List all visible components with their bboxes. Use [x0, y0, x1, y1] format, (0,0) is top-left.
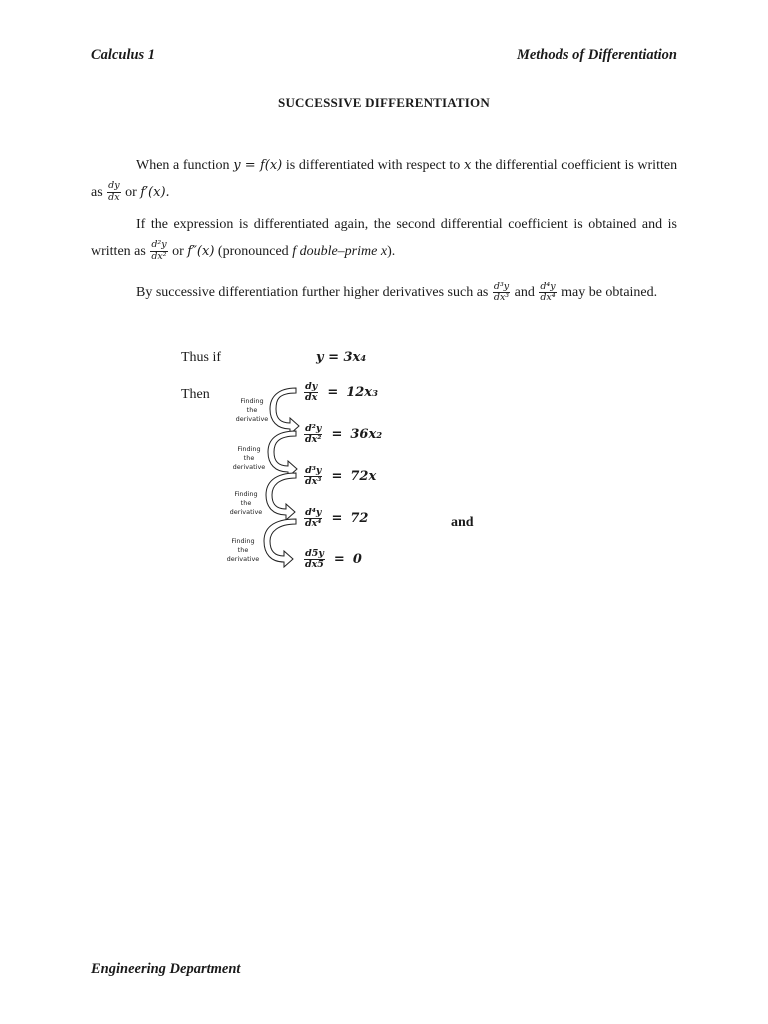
- p3-text-b: and: [514, 285, 535, 300]
- step-2-rhs: 36x: [350, 427, 377, 443]
- p1-text-a: When a function: [136, 158, 230, 173]
- step-4-rhs: 72: [350, 511, 369, 527]
- step-5-equals: =: [333, 552, 345, 568]
- p1-text-d: or: [125, 184, 137, 200]
- step-3-num: d³y: [305, 465, 322, 476]
- given-equation-text: y = 3x: [316, 350, 361, 365]
- p2-frac-den: dx²: [151, 250, 167, 262]
- note-3-line-3: derivative: [229, 507, 263, 516]
- step-1-den: dx: [305, 392, 318, 404]
- step-3-equals: =: [331, 469, 343, 485]
- step-2-num: d²y: [305, 423, 322, 434]
- p3-text-a: By successive differentiation further higher derivatives such as: [136, 285, 489, 300]
- thus-if-label: Thus if: [181, 350, 222, 365]
- p1-function: y = f(x): [233, 158, 283, 173]
- step-4-equals: =: [331, 511, 343, 527]
- p2-text-b: or: [172, 243, 184, 259]
- curved-arrow-icon: [268, 431, 297, 477]
- page-title: SUCCESSIVE DIFFERENTIATION: [278, 95, 490, 110]
- step-2-equals: =: [331, 427, 343, 443]
- step-5-den: dx5: [305, 559, 324, 571]
- step-1-equals: =: [327, 385, 339, 401]
- p1-frac-den: dx: [108, 191, 120, 203]
- note-1-line-2: the: [246, 405, 258, 414]
- given-equation: y = 3x 4: [316, 350, 367, 365]
- curved-arrow-icon: [266, 473, 296, 520]
- note-4-line-3: derivative: [226, 554, 260, 563]
- note-2-line-1: Finding: [237, 445, 261, 453]
- derivative-step-1: $\frac{dy}{dx}$ = 12x 3: [305, 381, 378, 404]
- step-1-num: dy: [305, 381, 318, 392]
- curved-arrow-icon: [270, 388, 299, 434]
- header-topic: Methods of Differentiation: [516, 47, 677, 63]
- p2-pronunciation: f double–prime x: [292, 243, 388, 259]
- p1-fprime: f′(x).: [140, 184, 170, 200]
- note-1-line-1: Finding: [240, 397, 264, 405]
- p1-text-b: is differentiated with respect to: [285, 158, 461, 173]
- p2-text-c: (pronounced: [217, 243, 289, 259]
- p3-f2-den: dx⁴: [540, 292, 556, 304]
- note-2-line-2: the: [243, 453, 255, 462]
- step-3-den: dx³: [305, 476, 322, 488]
- p2-text-d: ).: [387, 243, 396, 259]
- step-5-rhs: 0: [352, 552, 362, 568]
- derivative-step-2: $\frac{\text{d²y}}{\text{dx²}}$ = 36x 2: [305, 423, 383, 446]
- p1-frac-num: dy: [108, 180, 120, 192]
- note-4-line-2: the: [237, 545, 249, 554]
- then-label: Then: [181, 387, 210, 402]
- footer-department: Engineering Department: [91, 961, 241, 977]
- p3-f1-num: d³y: [493, 280, 510, 292]
- step-1-rhs: 12x: [346, 385, 373, 401]
- p2-text-a: If the expression is differentiated again, the second differential coefficient is obtained and is written as: [91, 217, 677, 259]
- p1-variable: x: [463, 158, 472, 173]
- p2-frac-num: d²y: [151, 239, 167, 251]
- p1-text-c: the differential coefficient is written as: [91, 158, 678, 200]
- note-3-line-1: Finding: [234, 490, 258, 498]
- note-4-line-1: Finding: [231, 537, 255, 545]
- p2-fdprime: f″(x): [187, 243, 215, 259]
- step-3-rhs: 72x: [350, 469, 377, 485]
- curved-arrow-icon: [264, 519, 296, 567]
- step-5-num: d5y: [305, 548, 324, 559]
- p3-f1-den: dx³: [493, 292, 510, 304]
- note-1-line-3: derivative: [235, 414, 269, 423]
- note-2-line-3: derivative: [232, 462, 266, 471]
- step-4-num: d⁴y: [305, 507, 322, 518]
- p3-text-c: may be obtained.: [561, 285, 658, 300]
- p3-f2-num: d⁴y: [540, 280, 556, 292]
- and-label: and: [451, 515, 474, 530]
- note-3-line-2: the: [240, 498, 252, 507]
- header-course: Calculus 1: [91, 47, 156, 63]
- step-2-den: dx²: [305, 434, 322, 446]
- step-4-den: dx⁴: [305, 518, 322, 530]
